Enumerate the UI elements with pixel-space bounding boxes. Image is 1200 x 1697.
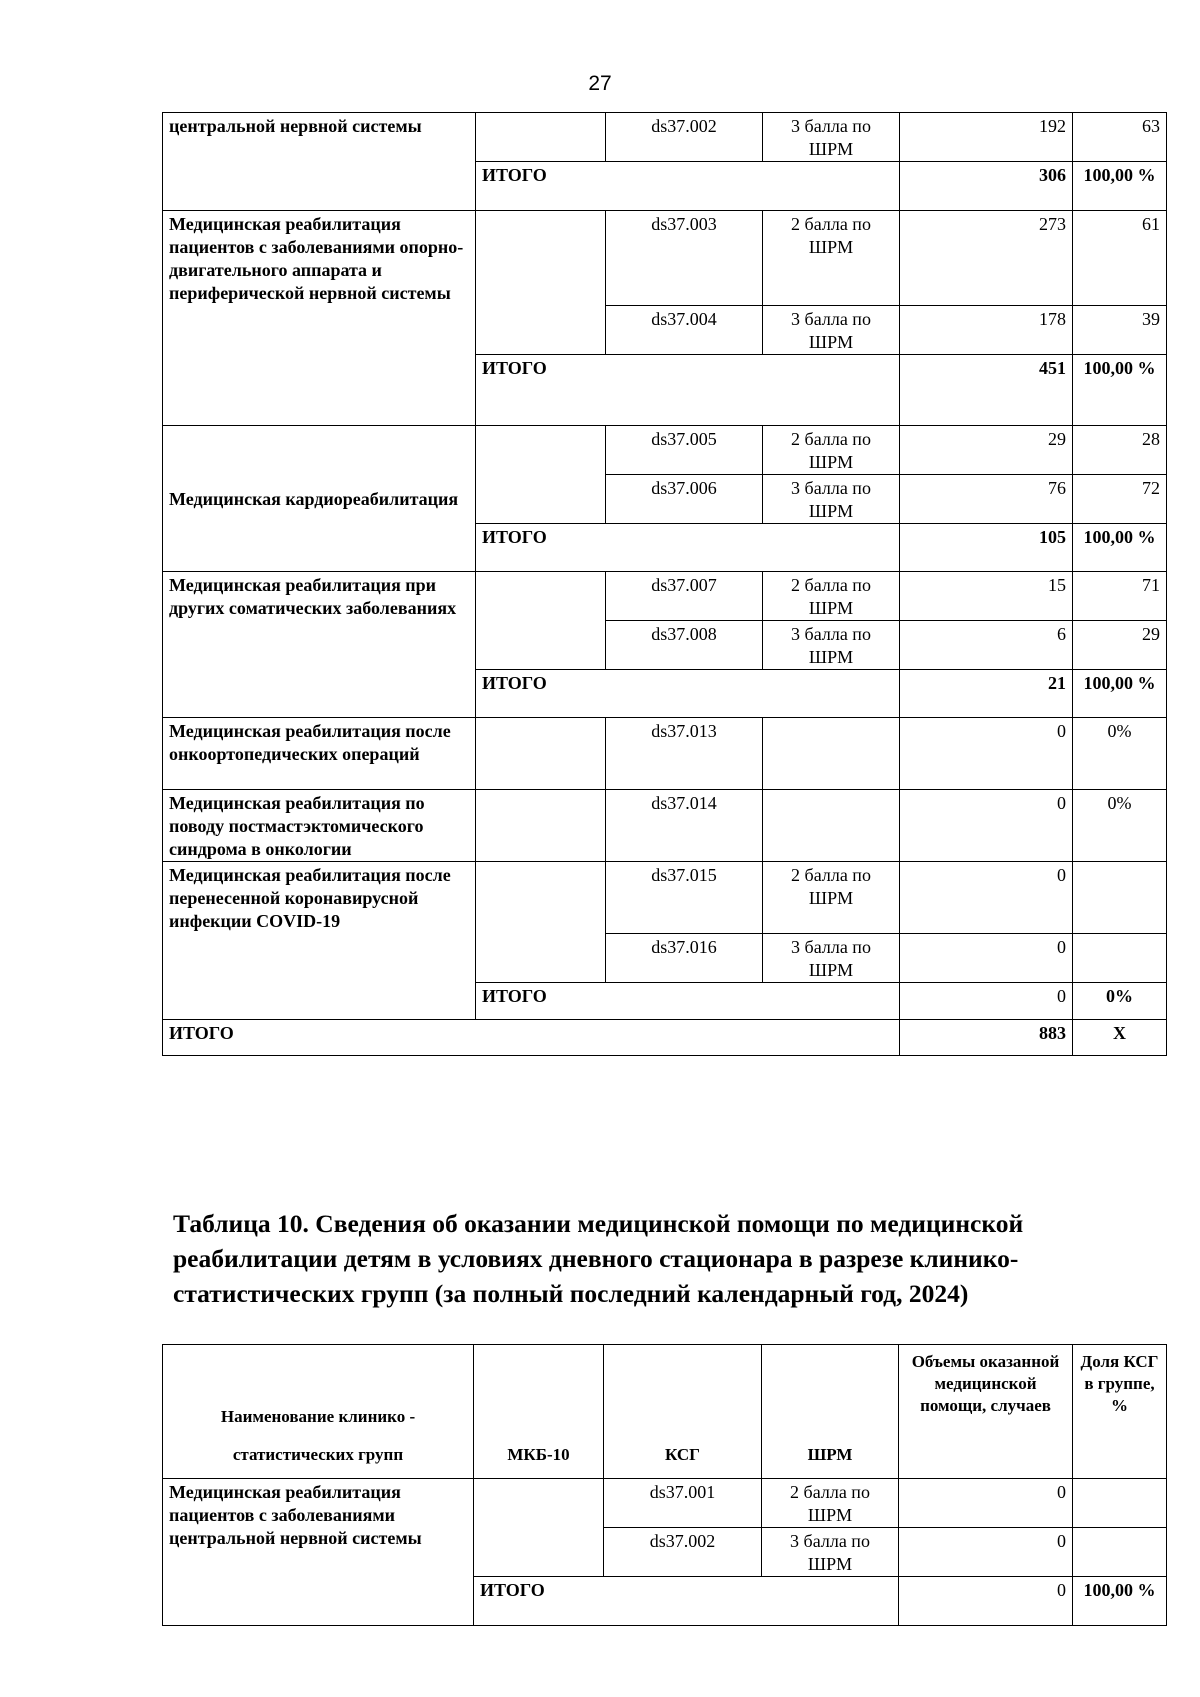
mkb-cell (476, 426, 606, 524)
itogo-share: 100,00 % (1073, 355, 1167, 426)
cases-cell: 0 (899, 1528, 1073, 1577)
group-name: Медицинская реабилитация пациентов с заболеваниями опорно-двигательного аппарата и периферической нервной системы (163, 211, 476, 426)
header-name (163, 1345, 474, 1479)
page-number: 27 (588, 72, 612, 95)
cases-cell: 76 (900, 475, 1073, 524)
cases-cell: 0 (900, 934, 1073, 983)
ksg-code: ds37.005 (606, 426, 763, 475)
table-row (163, 113, 1167, 162)
header-mkb: МКБ-10 (474, 1345, 604, 1479)
group-name: центральной нервной системы (163, 113, 476, 211)
header-volume: Объемы оказанной медицинской помощи, случаев (899, 1345, 1073, 1479)
share-cell: 72 (1073, 475, 1167, 524)
itogo-cases: 451 (900, 355, 1073, 426)
rehab-table-adults (162, 112, 1167, 1056)
ksg-code: ds37.016 (606, 934, 763, 983)
share-cell: 71 (1073, 572, 1167, 621)
group-name: Медицинская реабилитация пациентов с заболеваниями центральной нервной системы (163, 1479, 474, 1626)
itogo-share: 100,00 % (1073, 1577, 1167, 1626)
grand-total-share: Х (1073, 1020, 1167, 1056)
ksg-code: ds37.002 (606, 113, 763, 162)
table-row (163, 211, 1167, 306)
ksg-code: ds37.014 (606, 790, 763, 862)
group-name: Медицинская реабилитация после перенесенной коронавирусной инфекции COVID-19 (163, 862, 476, 1020)
shrm-cell: 3 балла по ШРМ (763, 113, 900, 162)
cases-cell: 15 (900, 572, 1073, 621)
header-shrm: ШРМ (762, 1345, 899, 1479)
itogo-label: ИТОГО (476, 162, 900, 211)
ksg-code: ds37.013 (606, 718, 763, 790)
grand-total-cases: 883 (900, 1020, 1073, 1056)
share-cell (1073, 1528, 1167, 1577)
itogo-cases: 21 (900, 670, 1073, 718)
cases-cell: 0 (900, 862, 1073, 934)
itogo-cases: 105 (900, 524, 1073, 572)
itogo-share: 100,00 % (1073, 670, 1167, 718)
ksg-code: ds37.006 (606, 475, 763, 524)
group-name: Медицинская кардиореабилитация (163, 426, 476, 572)
cases-cell: 273 (900, 211, 1073, 306)
mkb-cell (476, 790, 606, 862)
shrm-cell: 2 балла по ШРМ (763, 211, 900, 306)
share-cell: 61 (1073, 211, 1167, 306)
shrm-cell (763, 718, 900, 790)
share-cell: 29 (1073, 621, 1167, 670)
shrm-cell: 3 балла по ШРМ (763, 475, 900, 524)
header-name-line2: статистических групп (232, 1445, 404, 1464)
itogo-share: 100,00 % (1073, 524, 1167, 572)
cases-cell: 178 (900, 306, 1073, 355)
header-row (163, 1345, 1167, 1479)
grand-total-row (163, 1020, 1167, 1056)
rehab-table-children (162, 1344, 1167, 1626)
cases-cell: 29 (900, 426, 1073, 475)
share-cell: 28 (1073, 426, 1167, 475)
mkb-cell (476, 211, 606, 355)
itogo-cases: 0 (899, 1577, 1073, 1626)
header-ksg: КСГ (604, 1345, 762, 1479)
itogo-label: ИТОГО (474, 1577, 899, 1626)
itogo-label: ИТОГО (476, 524, 900, 572)
share-cell (1073, 934, 1167, 983)
header-share: Доля КСГ в группе, % (1073, 1345, 1167, 1479)
cases-cell: 0 (900, 718, 1073, 790)
mkb-cell (474, 1479, 604, 1577)
mkb-cell (476, 113, 606, 162)
cases-cell: 0 (900, 790, 1073, 862)
shrm-cell: 3 балла по ШРМ (763, 934, 900, 983)
share-cell (1073, 1479, 1167, 1528)
shrm-cell: 2 балла по ШРМ (763, 572, 900, 621)
ksg-code: ds37.002 (604, 1528, 762, 1577)
group-name: Медицинская реабилитация при других соматических заболеваниях (163, 572, 476, 718)
itogo-cases: 0 (900, 983, 1073, 1020)
share-cell: 0% (1073, 790, 1167, 862)
shrm-cell: 3 балла по ШРМ (763, 621, 900, 670)
grand-total-label: ИТОГО (163, 1020, 900, 1056)
table-row (163, 790, 1167, 862)
shrm-cell: 2 балла по ШРМ (762, 1479, 899, 1528)
share-cell: 63 (1073, 113, 1167, 162)
ksg-code: ds37.007 (606, 572, 763, 621)
table-row (163, 718, 1167, 790)
ksg-code: ds37.003 (606, 211, 763, 306)
ksg-code: ds37.015 (606, 862, 763, 934)
cases-cell: 192 (900, 113, 1073, 162)
mkb-cell (476, 572, 606, 670)
table-10-title: Таблица 10. Сведения об оказании медицинской помощи по медицинской реабилитации детям в условиях дневного стационара в разрезе клинико-статистических групп (за полный последний календарный год, 2024) (173, 1209, 1024, 1308)
group-name: Медицинская реабилитация после онкоортопедических операций (163, 718, 476, 790)
table-row (163, 862, 1167, 934)
mkb-cell (476, 862, 606, 983)
header-name-line1: Наименование клинико - (220, 1407, 416, 1426)
shrm-cell (763, 790, 900, 862)
ksg-code: ds37.001 (604, 1479, 762, 1528)
shrm-cell: 3 балла по ШРМ (763, 306, 900, 355)
itogo-label: ИТОГО (476, 670, 900, 718)
itogo-share: 0% (1073, 983, 1167, 1020)
table-row (163, 426, 1167, 475)
table-row (163, 572, 1167, 621)
itogo-share: 100,00 % (1073, 162, 1167, 211)
shrm-cell: 2 балла по ШРМ (763, 426, 900, 475)
share-cell: 39 (1073, 306, 1167, 355)
ksg-code: ds37.004 (606, 306, 763, 355)
share-cell (1073, 862, 1167, 934)
mkb-cell (476, 718, 606, 790)
cases-cell: 0 (899, 1479, 1073, 1528)
itogo-label: ИТОГО (476, 355, 900, 426)
table-row (163, 1479, 1167, 1528)
group-name: Медицинская реабилитация по поводу постмастэктомического синдрома в онкологии (163, 790, 476, 862)
shrm-cell: 3 балла по ШРМ (762, 1528, 899, 1577)
share-cell: 0% (1073, 718, 1167, 790)
ksg-code: ds37.008 (606, 621, 763, 670)
itogo-label: ИТОГО (476, 983, 900, 1020)
shrm-cell: 2 балла по ШРМ (763, 862, 900, 934)
cases-cell: 6 (900, 621, 1073, 670)
itogo-cases: 306 (900, 162, 1073, 211)
